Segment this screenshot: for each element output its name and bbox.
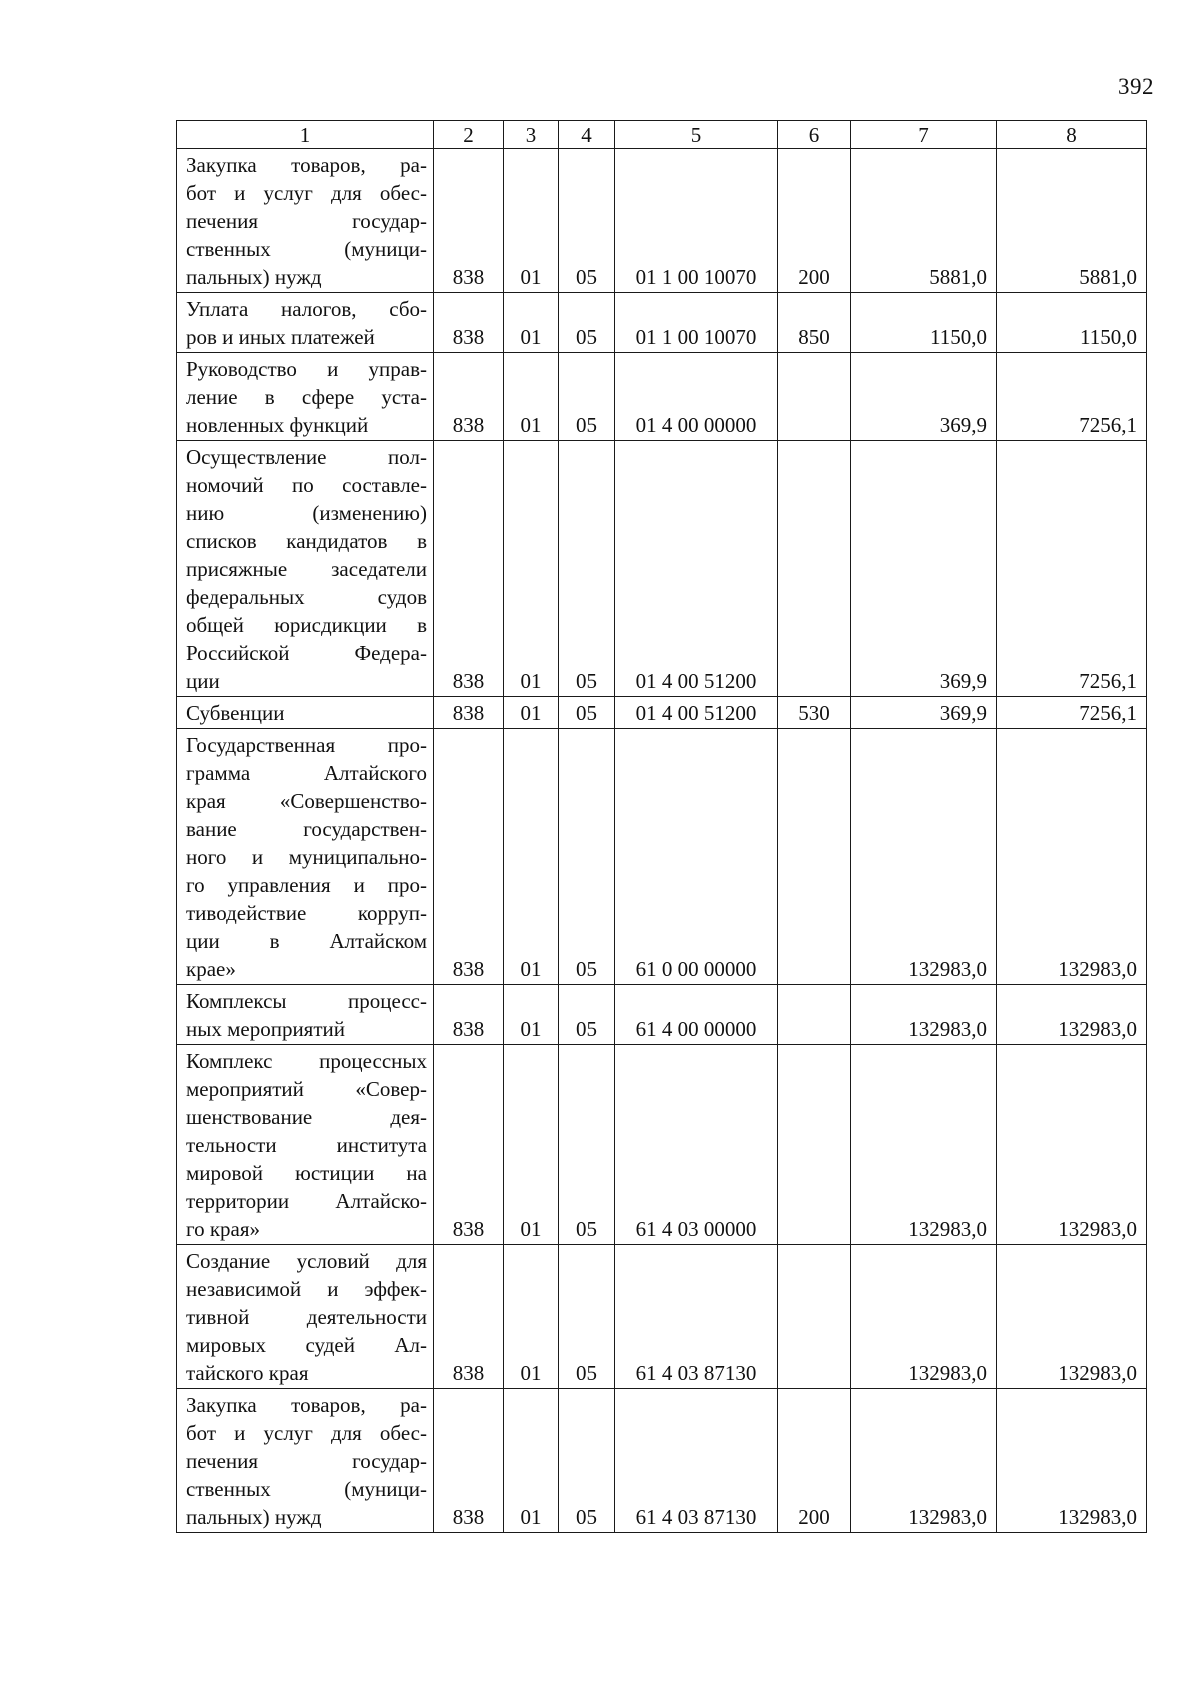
name-line: мероприятий «Совер- <box>186 1077 427 1101</box>
name-line: Закупка товаров, ра- <box>186 1393 427 1417</box>
name-line: пальных) нужд <box>186 1505 322 1529</box>
name-line: федеральных судов <box>186 585 427 609</box>
cell-csr: 01 1 00 10070 <box>615 293 778 353</box>
cell-name <box>177 1389 434 1533</box>
name-line: тельности института <box>186 1133 427 1157</box>
cell-pr: 05 <box>559 1245 615 1389</box>
cell-gr: 838 <box>434 1045 504 1245</box>
name-line: общей юрисдикции в <box>186 613 427 637</box>
name-line: вание государствен- <box>186 817 427 841</box>
cell-pr: 05 <box>559 985 615 1045</box>
cell-sum-1: 5881,0 <box>851 149 997 293</box>
table-row <box>177 985 1147 1045</box>
cell-rz: 01 <box>504 1245 559 1389</box>
name-line: ных мероприятий <box>186 1017 345 1041</box>
name-line: ции в Алтайском <box>186 929 427 953</box>
cell-csr: 01 4 00 51200 <box>615 697 778 729</box>
name-line: го края» <box>186 1217 261 1241</box>
cell-gr: 838 <box>434 697 504 729</box>
cell-rz: 01 <box>504 353 559 441</box>
name-line: печения государ- <box>186 209 427 233</box>
table-row <box>177 729 1147 985</box>
name-line: ственных (муници- <box>186 1477 427 1501</box>
name-line: края «Совершенство- <box>186 789 427 813</box>
cell-rz: 01 <box>504 985 559 1045</box>
cell-sum-2: 5881,0 <box>997 149 1147 293</box>
name-line: списков кандидатов в <box>186 529 427 553</box>
cell-rz: 01 <box>504 149 559 293</box>
cell-sum-2: 132983,0 <box>997 985 1147 1045</box>
cell-pr: 05 <box>559 697 615 729</box>
cell-rz: 01 <box>504 441 559 697</box>
cell-sum-1: 132983,0 <box>851 1245 997 1389</box>
cell-sum-2: 132983,0 <box>997 1245 1147 1389</box>
name-line: ного и муниципально- <box>186 845 427 869</box>
cell-csr: 01 1 00 10070 <box>615 149 778 293</box>
name-line: Создание условий для <box>186 1249 427 1273</box>
name-line: Субвенции <box>186 701 285 725</box>
cell-name <box>177 353 434 441</box>
cell-sum-1: 132983,0 <box>851 1389 997 1533</box>
cell-vr: 850 <box>778 293 851 353</box>
cell-pr: 05 <box>559 1389 615 1533</box>
cell-sum-2: 1150,0 <box>997 293 1147 353</box>
cell-pr: 05 <box>559 729 615 985</box>
header-row <box>177 121 1147 149</box>
cell-pr: 05 <box>559 149 615 293</box>
cell-sum-1: 132983,0 <box>851 729 997 985</box>
cell-vr <box>778 1245 851 1389</box>
cell-rz: 01 <box>504 1045 559 1245</box>
name-line: ров и иных платежей <box>186 325 375 349</box>
cell-gr: 838 <box>434 293 504 353</box>
name-line: Осуществление пол- <box>186 445 427 469</box>
page-number: 392 <box>1118 74 1154 99</box>
cell-name <box>177 697 434 729</box>
name-line: ление в сфере уста- <box>186 385 427 409</box>
cell-sum-2: 7256,1 <box>997 441 1147 697</box>
cell-csr: 61 4 00 00000 <box>615 985 778 1045</box>
cell-csr: 61 4 03 87130 <box>615 1245 778 1389</box>
header-cell: 1 <box>177 121 434 149</box>
name-line: крае» <box>186 957 236 981</box>
name-line: новленных функций <box>186 413 369 437</box>
cell-sum-1: 1150,0 <box>851 293 997 353</box>
cell-sum-2: 132983,0 <box>997 1045 1147 1245</box>
cell-name <box>177 1245 434 1389</box>
cell-vr <box>778 353 851 441</box>
name-line: территории Алтайско- <box>186 1189 427 1213</box>
cell-sum-2: 132983,0 <box>997 1389 1147 1533</box>
table-row <box>177 293 1147 353</box>
name-line: тиводействие корруп- <box>186 901 427 925</box>
cell-name <box>177 729 434 985</box>
cell-sum-2: 7256,1 <box>997 353 1147 441</box>
header-cell: 3 <box>504 121 559 149</box>
cell-pr: 05 <box>559 1045 615 1245</box>
cell-vr: 200 <box>778 1389 851 1533</box>
cell-rz: 01 <box>504 293 559 353</box>
cell-vr <box>778 441 851 697</box>
budget-table <box>176 120 1147 1533</box>
name-line: тайского края <box>186 1361 309 1385</box>
cell-rz: 01 <box>504 1389 559 1533</box>
cell-gr: 838 <box>434 729 504 985</box>
cell-gr: 838 <box>434 353 504 441</box>
name-line: ственных (муници- <box>186 237 427 261</box>
cell-name <box>177 441 434 697</box>
cell-sum-1: 369,9 <box>851 441 997 697</box>
cell-sum-1: 369,9 <box>851 353 997 441</box>
cell-csr: 01 4 00 51200 <box>615 441 778 697</box>
name-line: номочий по составле- <box>186 473 427 497</box>
cell-sum-1: 132983,0 <box>851 1045 997 1245</box>
cell-rz: 01 <box>504 729 559 985</box>
name-line: Комплекс процессных <box>186 1049 427 1073</box>
table-row <box>177 441 1147 697</box>
name-line: бот и услуг для обес- <box>186 1421 427 1445</box>
name-line: Комплексы процесс- <box>186 989 427 1013</box>
name-line: Руководство и управ- <box>186 357 427 381</box>
cell-sum-2: 132983,0 <box>997 729 1147 985</box>
name-line: го управления и про- <box>186 873 427 897</box>
cell-sum-2: 7256,1 <box>997 697 1147 729</box>
cell-pr: 05 <box>559 293 615 353</box>
cell-csr: 61 4 03 87130 <box>615 1389 778 1533</box>
header-cell: 2 <box>434 121 504 149</box>
name-line: Российской Федера- <box>186 641 427 665</box>
name-line: ции <box>186 669 220 693</box>
cell-sum-1: 132983,0 <box>851 985 997 1045</box>
cell-vr <box>778 985 851 1045</box>
table-row <box>177 1245 1147 1389</box>
name-line: Уплата налогов, сбо- <box>186 297 427 321</box>
name-line: грамма Алтайского <box>186 761 427 785</box>
cell-gr: 838 <box>434 1389 504 1533</box>
name-line: мировых судей Ал- <box>186 1333 427 1357</box>
table-row <box>177 1389 1147 1533</box>
name-line: тивной деятельности <box>186 1305 427 1329</box>
name-line: Государственная про- <box>186 733 427 757</box>
cell-rz: 01 <box>504 697 559 729</box>
cell-name <box>177 293 434 353</box>
header-cell: 4 <box>559 121 615 149</box>
name-line: пальных) нужд <box>186 265 322 289</box>
cell-gr: 838 <box>434 149 504 293</box>
cell-vr: 530 <box>778 697 851 729</box>
table-row <box>177 353 1147 441</box>
table-row <box>177 149 1147 293</box>
header-cell: 5 <box>615 121 778 149</box>
cell-csr: 61 0 00 00000 <box>615 729 778 985</box>
cell-vr <box>778 1045 851 1245</box>
header-cell: 7 <box>851 121 997 149</box>
name-line: Закупка товаров, ра- <box>186 153 427 177</box>
table-body <box>177 149 1147 1533</box>
name-line: бот и услуг для обес- <box>186 181 427 205</box>
cell-vr <box>778 729 851 985</box>
cell-csr: 01 4 00 00000 <box>615 353 778 441</box>
cell-vr: 200 <box>778 149 851 293</box>
cell-pr: 05 <box>559 353 615 441</box>
table-row <box>177 1045 1147 1245</box>
name-line: присяжные заседатели <box>186 557 427 581</box>
header-cell: 6 <box>778 121 851 149</box>
name-line: независимой и эффек- <box>186 1277 427 1301</box>
cell-gr: 838 <box>434 1245 504 1389</box>
name-line: нию (изменению) <box>186 501 427 525</box>
cell-pr: 05 <box>559 441 615 697</box>
cell-sum-1: 369,9 <box>851 697 997 729</box>
cell-gr: 838 <box>434 441 504 697</box>
table-row <box>177 697 1147 729</box>
cell-name <box>177 1045 434 1245</box>
name-line: мировой юстиции на <box>186 1161 427 1185</box>
name-line: шенствование дея- <box>186 1105 427 1129</box>
cell-gr: 838 <box>434 985 504 1045</box>
cell-csr: 61 4 03 00000 <box>615 1045 778 1245</box>
name-line: печения государ- <box>186 1449 427 1473</box>
header-cell: 8 <box>997 121 1147 149</box>
cell-name <box>177 985 434 1045</box>
cell-name <box>177 149 434 293</box>
